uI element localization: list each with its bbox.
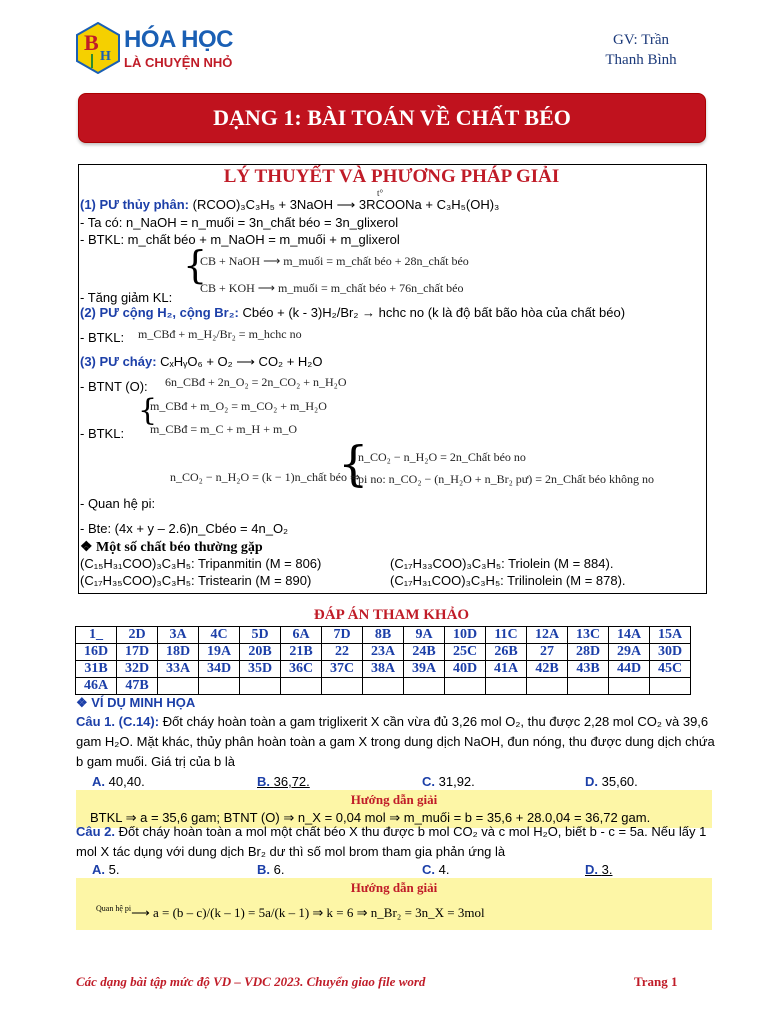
formula-pi-b: pi no: n_CO₂ − (n_H₂O + n_Br₂ pư) = 2n_Chất béo không no <box>358 472 655 486</box>
logo-title: HÓA HỌC <box>124 26 233 53</box>
theory-line-combustion: (3) PƯ cháy: CₓHᵧO₆ + O₂ ⟶ CO₂ + H₂O <box>80 354 323 369</box>
answer-cell: 23A <box>363 644 404 661</box>
answer-cell: 6A <box>281 627 322 644</box>
answer-cell <box>199 678 240 695</box>
q1-solution-text: BTKL ⇒ a = 35,6 gam; BTNT (O) ⇒ n_X = 0,04 mol ⇒ m_muối = b = 35,6 + 28.0,04 = 36,72 gam. <box>90 810 651 825</box>
answer-cell: 27 <box>527 644 568 661</box>
q1-option-b[interactable]: B. 36,72. <box>257 774 310 789</box>
answer-cell: 4C <box>199 627 240 644</box>
formula-btnt-o: 6n_CBđ + 2n_O₂ = 2n_CO₂ + n_H₂O <box>165 375 347 389</box>
answer-cell <box>322 678 363 695</box>
answer-row <box>76 661 691 678</box>
answer-cell: 7D <box>322 627 363 644</box>
answer-cell: 40D <box>445 661 486 678</box>
answer-cell: 37C <box>322 661 363 678</box>
answer-cell: 46A <box>76 678 117 695</box>
answer-cell: 13C <box>568 627 609 644</box>
theory-line-btkl3: - BTKL: <box>80 426 125 441</box>
answer-cell: 33A <box>158 661 199 678</box>
theory-line-common-fats: ❖ Một số chất béo thường gặp <box>80 540 263 555</box>
answer-cell: 28D <box>568 644 609 661</box>
answer-cell <box>363 678 404 695</box>
answer-cell <box>445 678 486 695</box>
answer-cell: 14A <box>609 627 650 644</box>
q2-option-d[interactable]: D. 3. <box>585 862 613 877</box>
answer-cell <box>404 678 445 695</box>
fat-tripanmitin: (C₁₅H₃₁COO)₃C₃H₅: Tripanmitin (M = 806) <box>80 556 322 571</box>
theory-line-addition: (2) PƯ cộng H₂, cộng Br₂: Cbéo + (k - 3)H₂/Br₂ → hchc no (k là độ bất bão hòa của chất béo) <box>80 305 626 320</box>
formula-addition-mass: m_CBđ + m_H₂/Br₂ = m_hchc no <box>138 327 302 341</box>
answer-cell: 20B <box>240 644 281 661</box>
answer-cell: 1_ <box>76 627 117 644</box>
answer-cell: 26B <box>486 644 527 661</box>
theory-title: LÝ THUYẾT VÀ PHƯƠNG PHÁP GIẢI <box>223 166 560 187</box>
answer-cell: 29A <box>609 644 650 661</box>
theory-line-btnt: - BTNT (O): <box>80 379 148 394</box>
q2-option-c[interactable]: C. 4. <box>422 862 450 877</box>
answer-cell: 25C <box>445 644 486 661</box>
theory-line-hydrolysis: (1) PƯ thủy phân: (RCOO)₃C₃H₅ + 3NaOH ⟶ 3RCOONa + C₃H₅(OH)₃ t° <box>80 188 500 212</box>
brace-symbol: { <box>183 243 208 287</box>
answer-cell: 22 <box>322 644 363 661</box>
answer-cell: 12A <box>527 627 568 644</box>
answer-cell: 36C <box>281 661 322 678</box>
q2-solution-title: Hướng dẫn giải <box>350 880 438 895</box>
answer-cell: 11C <box>486 627 527 644</box>
answer-cell <box>527 678 568 695</box>
answer-cell: 35D <box>240 661 281 678</box>
answer-cell: 3A <box>158 627 199 644</box>
question-1: Câu 1. (C.14): Đốt cháy hoàn toàn a gam triglixerit X cần vừa đủ 3,26 mol O₂, thu được 2,28 mol CO₂ và 39,6 gam H₂O. Mặt khác, thủy phân hoàn toàn a gam X trong dung dịch NaOH, đun nóng, thu được dung dịch chứa b gam muối. Giá trị của b là <box>76 714 715 769</box>
answer-key-title: ĐÁP ÁN THAM KHẢO <box>313 607 470 623</box>
answer-cell <box>240 678 281 695</box>
answer-cell: 32D <box>117 661 158 678</box>
answer-cell <box>486 678 527 695</box>
fat-trilinolein: (C₁₇H₃₁COO)₃C₃H₅: Trilinolein (M = 878). <box>390 573 626 588</box>
formula-pi-main: n_CO₂ − n_H₂O = (k − 1)n_chất béo ⇒ <box>170 470 361 484</box>
answer-cell <box>650 678 691 695</box>
examples-title: ❖ VÍ DỤ MINH HỌA <box>76 695 196 710</box>
answer-cell: 18D <box>158 644 199 661</box>
brace-symbol: { <box>138 393 158 428</box>
answer-cell <box>568 678 609 695</box>
theory-line-electron: - Bte: (4x + y – 2.6)n_Cbéo = 4n_O₂ <box>80 521 289 536</box>
footer-text: Các dạng bài tập mức độ VD – VDC 2023. Chuyển giao file word <box>76 974 426 989</box>
answer-cell: 47B <box>117 678 158 695</box>
logo-subtitle: LÀ CHUYỆN NHỎ <box>124 55 233 70</box>
brace-symbol: { <box>338 436 369 492</box>
theory-line-btkl2: - BTKL: <box>80 330 125 345</box>
answer-cell: 31B <box>76 661 117 678</box>
q2-option-b[interactable]: B. 6. <box>257 862 285 877</box>
theory-line-mass-change: - Tăng giảm KL: <box>80 290 173 305</box>
answer-cell <box>281 678 322 695</box>
answer-cell: 8B <box>363 627 404 644</box>
q2-solution-text: $^{Quan hệ pi}$⟶ a = (b – c)/(k – 1) = 5a/(k – 1) ⇒ k = 6 ⇒ n_Br₂ = 3n_X = 3mol <box>96 904 485 920</box>
q1-solution-title: Hướng dẫn giải <box>350 792 438 807</box>
answer-cell: 45C <box>650 661 691 678</box>
formula-btkl-a: m_CBđ + m_O₂ = m_CO₂ + m_H₂O <box>150 399 327 413</box>
answer-row <box>76 678 691 695</box>
question-2: Câu 2. Đốt cháy hoàn toàn a mol một chất béo X thu được b mol CO₂ và c mol H₂O, biết b - c = 5a. Nếu lấy 1 mol X tác dụng với dung dịch Br₂ dư thì số mol brom tham gia phản ứng là <box>76 824 707 859</box>
formula-koh: CB + KOH ⟶ m_muối = m_chất béo + 76n_chất béo <box>200 281 464 295</box>
answer-cell: 34D <box>199 661 240 678</box>
answer-cell: 39A <box>404 661 445 678</box>
answer-cell <box>609 678 650 695</box>
q2-solution-box <box>76 878 712 930</box>
q1-option-d[interactable]: D. 35,60. <box>585 774 638 789</box>
answer-cell: 19A <box>199 644 240 661</box>
answer-cell: 43B <box>568 661 609 678</box>
answer-cell: 21B <box>281 644 322 661</box>
answer-row <box>76 627 691 644</box>
q2-option-a[interactable]: A. 5. <box>92 862 120 877</box>
fat-triolein: (C₁₇H₃₃COO)₃C₃H₅: Triolein (M = 884). <box>390 556 614 571</box>
formula-pi-a: n_CO₂ − n_H₂O = 2n_Chất béo no <box>358 450 526 464</box>
answer-key-table <box>75 626 691 695</box>
answer-row <box>76 644 691 661</box>
answer-cell: 10D <box>445 627 486 644</box>
fat-tristearin: (C₁₇H₃₅COO)₃C₃H₅: Tristearin (M = 890) <box>80 573 312 588</box>
svg-text:B: B <box>84 30 99 55</box>
answer-cell: 24B <box>404 644 445 661</box>
answer-cell <box>158 678 199 695</box>
answer-cell: 17D <box>117 644 158 661</box>
q1-option-c[interactable]: C. 31,92. <box>422 774 475 789</box>
answer-cell: 16D <box>76 644 117 661</box>
answer-cell: 30D <box>650 644 691 661</box>
theory-line-btkl: - BTKL: m_chất béo + m_NaOH = m_muối + m_glixerol <box>80 232 400 247</box>
q1-option-a[interactable]: A. 40,40. <box>92 774 145 789</box>
answer-cell: 9A <box>404 627 445 644</box>
formula-naoh: CB + NaOH ⟶ m_muối = m_chất béo + 28n_chất béo <box>200 254 469 268</box>
svg-text:H: H <box>100 49 111 64</box>
answer-cell: 44D <box>609 661 650 678</box>
answer-cell: 42B <box>527 661 568 678</box>
answer-cell: 41A <box>486 661 527 678</box>
theory-line-pi-relation: - Quan hệ pi: <box>80 496 156 511</box>
page-number: Trang 1 <box>634 974 678 989</box>
logo-icon <box>76 22 120 74</box>
answer-cell: 38A <box>363 661 404 678</box>
page-title-banner: DẠNG 1: BÀI TOÁN VỀ CHẤT BÉO <box>78 93 706 143</box>
teacher-name: GV: Trần Thanh Bình <box>605 32 677 68</box>
formula-btkl-b: m_CBđ = m_C + m_H + m_O <box>150 422 297 436</box>
theory-line-moles: - Ta có: n_NaOH = n_muối = 3n_chất béo = 3n_glixerol <box>80 215 399 230</box>
answer-cell: 5D <box>240 627 281 644</box>
answer-cell: 15A <box>650 627 691 644</box>
answer-cell: 2D <box>117 627 158 644</box>
